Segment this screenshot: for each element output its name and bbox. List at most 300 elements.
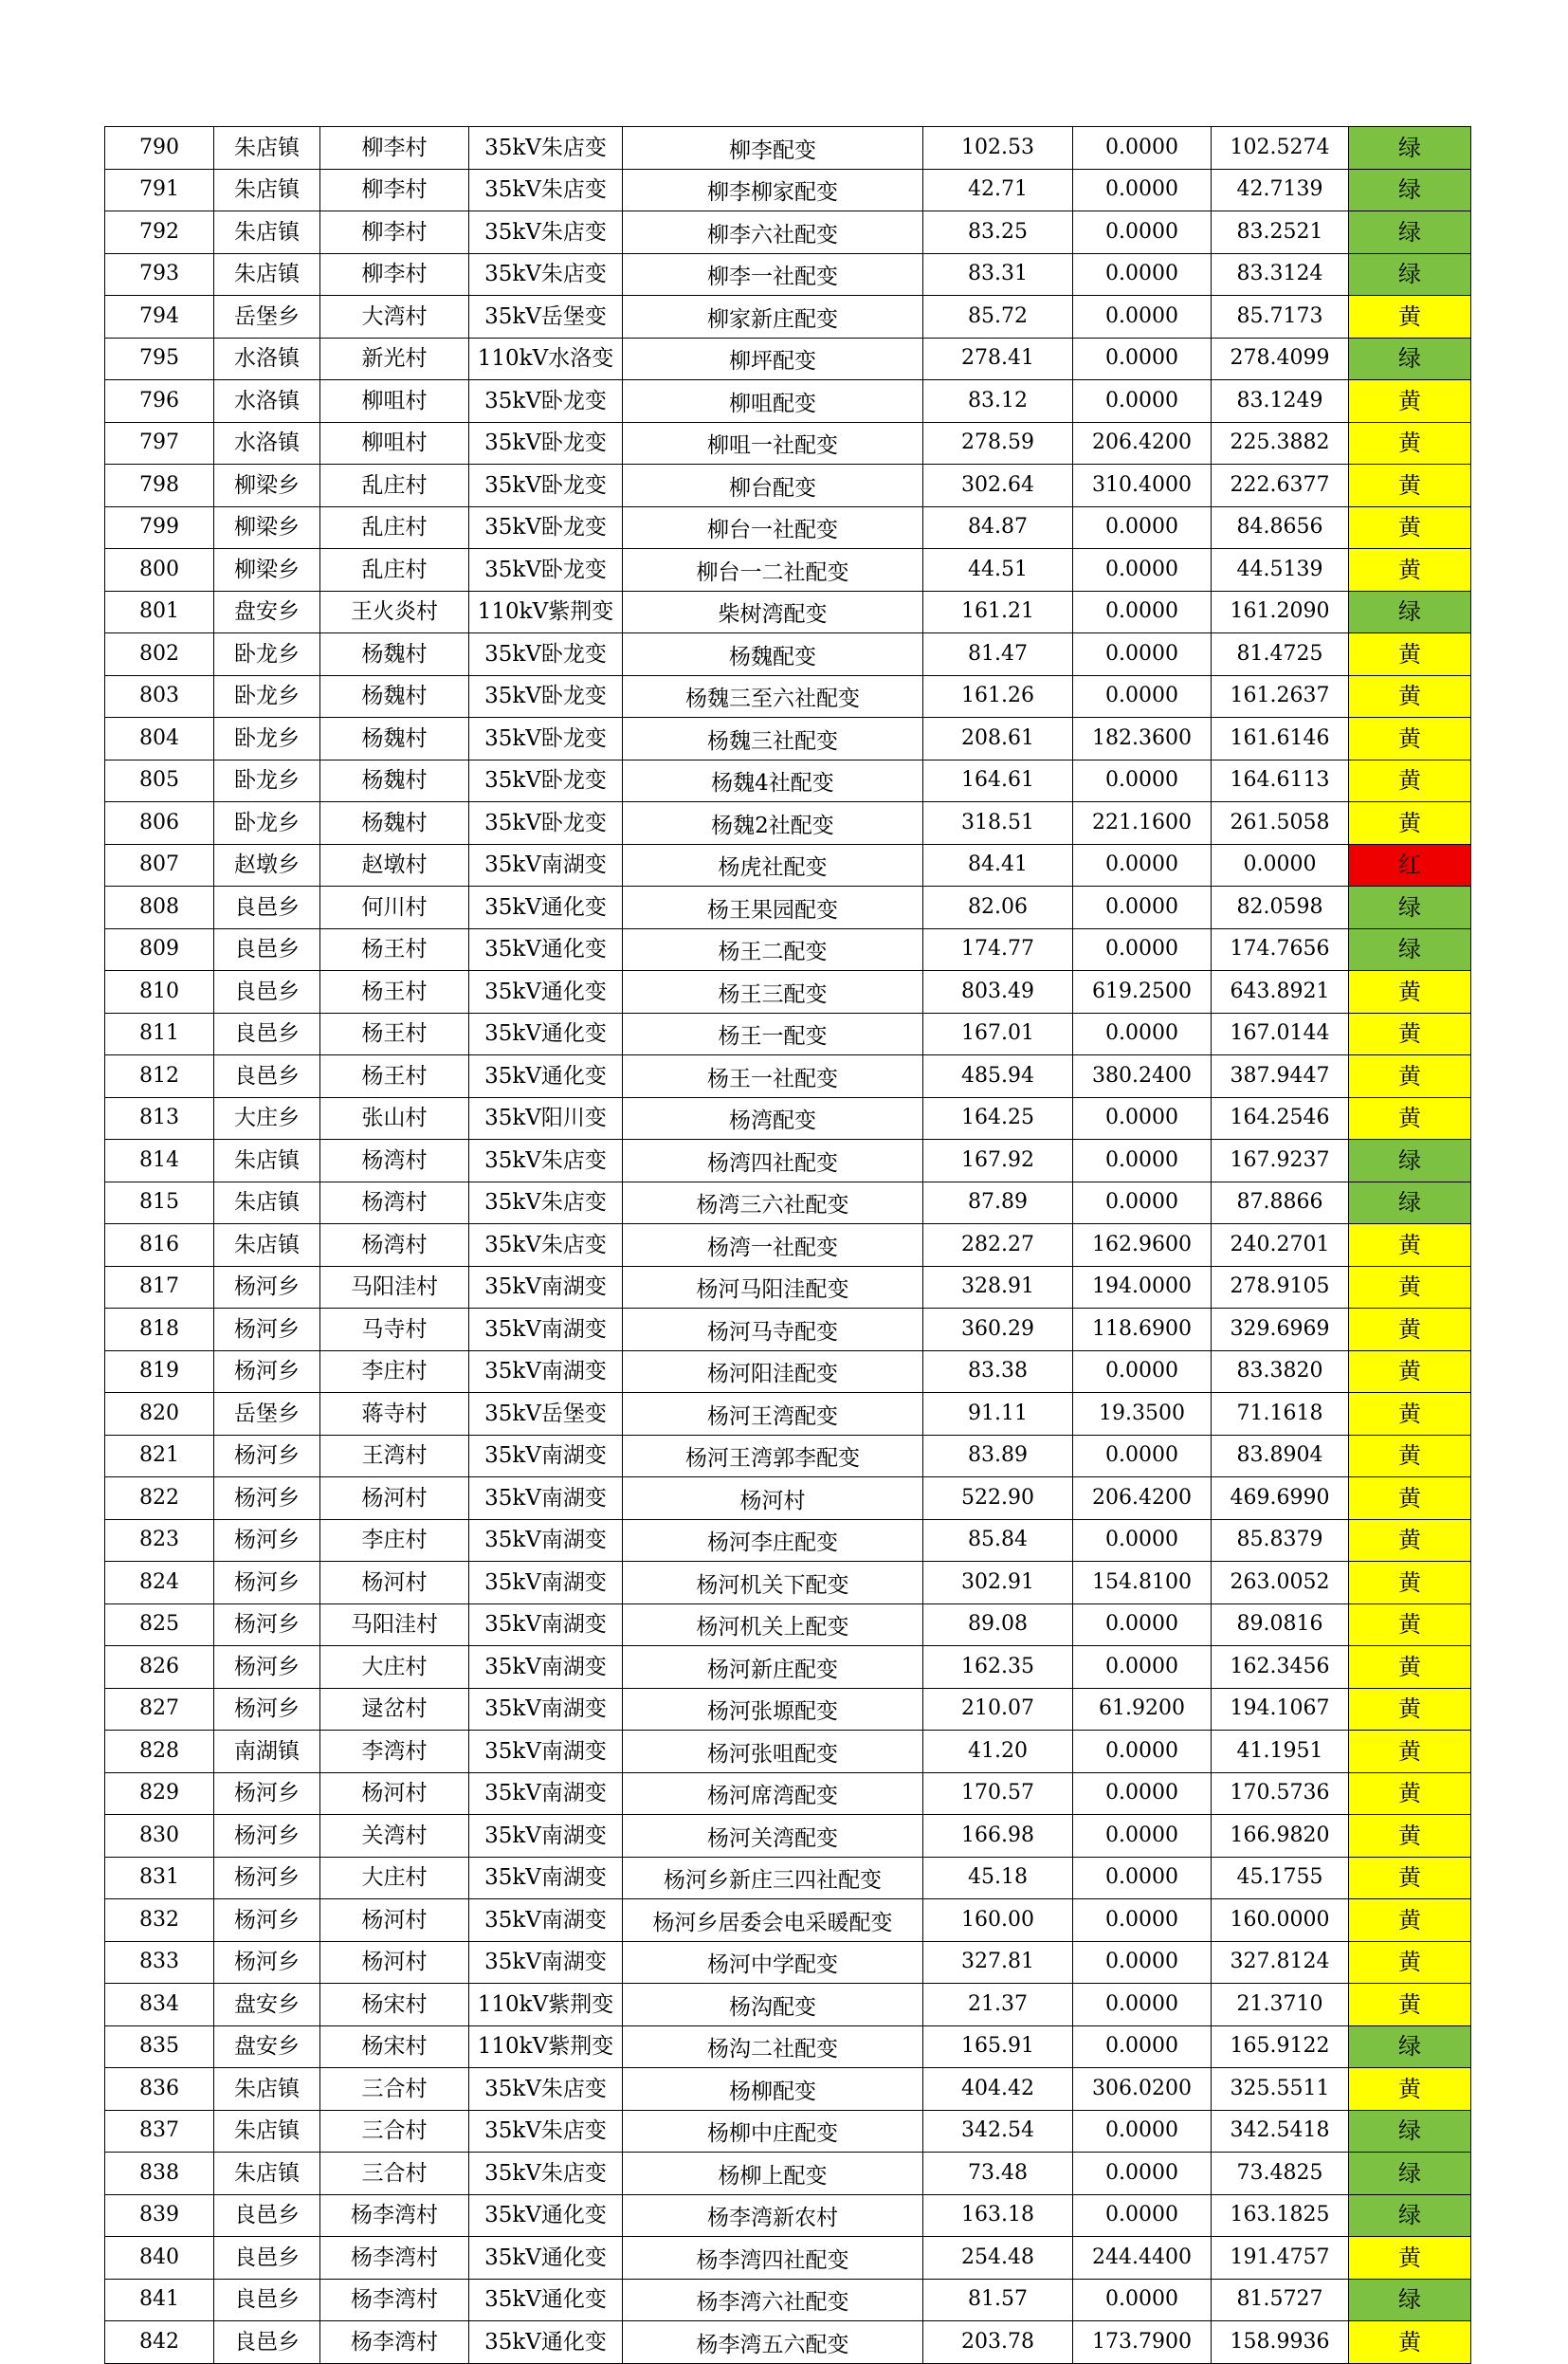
value3-cell: 164.2546: [1212, 1097, 1349, 1140]
value3-cell: 45.1755: [1212, 1857, 1349, 1899]
table-row: [105, 1941, 1471, 1984]
town-cell: 水洛镇: [214, 380, 320, 423]
value3-cell: 0.0000: [1212, 844, 1349, 887]
village-cell: 柳李村: [320, 211, 469, 254]
value1-cell: 81.57: [923, 2279, 1073, 2321]
value1-cell: 85.84: [923, 1519, 1073, 1562]
transformer-cell: 杨柳中庄配变: [623, 2110, 923, 2153]
town-cell: 朱店镇: [214, 211, 320, 254]
value1-cell: 164.61: [923, 760, 1073, 802]
village-cell: 王火炎村: [320, 591, 469, 633]
table-row: [105, 127, 1471, 170]
value3-cell: 83.1249: [1212, 380, 1349, 423]
row-number-cell: 810: [105, 971, 214, 1014]
substation-cell: 35kV南湖变: [469, 1646, 623, 1689]
value1-cell: 83.38: [923, 1350, 1073, 1393]
status-cell: 黄: [1349, 1477, 1471, 1520]
substation-cell: 110kV水洛变: [469, 338, 623, 380]
status-cell: 黄: [1349, 1350, 1471, 1393]
table-row: [105, 380, 1471, 423]
value3-cell: 81.5727: [1212, 2279, 1349, 2321]
town-cell: 杨河乡: [214, 1688, 320, 1731]
village-cell: 杨魏村: [320, 633, 469, 676]
value1-cell: 278.41: [923, 338, 1073, 380]
village-cell: 张山村: [320, 1097, 469, 1140]
transformer-cell: 柳李六社配变: [623, 211, 923, 254]
table-row: [105, 422, 1471, 465]
town-cell: 杨河乡: [214, 1266, 320, 1309]
value3-cell: 163.1825: [1212, 2194, 1349, 2237]
transformer-cell: 柳李柳家配变: [623, 169, 923, 211]
value2-cell: 0.0000: [1073, 1097, 1212, 1140]
value1-cell: 167.01: [923, 1013, 1073, 1055]
status-cell: 黄: [1349, 1815, 1471, 1858]
row-number-cell: 816: [105, 1224, 214, 1267]
value3-cell: 160.0000: [1212, 1899, 1349, 1942]
substation-cell: 35kV通化变: [469, 971, 623, 1014]
row-number-cell: 836: [105, 2068, 214, 2111]
table-row: [105, 211, 1471, 254]
value2-cell: 0.0000: [1073, 253, 1212, 296]
table-row: [105, 506, 1471, 549]
substation-cell: 35kV南湖变: [469, 1350, 623, 1393]
transformer-cell: 杨王一配变: [623, 1013, 923, 1055]
transformer-cell: 杨河王湾郭李配变: [623, 1435, 923, 1477]
village-cell: 杨湾村: [320, 1140, 469, 1182]
value2-cell: 182.3600: [1073, 718, 1212, 761]
row-number-cell: 835: [105, 2025, 214, 2068]
town-cell: 朱店镇: [214, 1140, 320, 1182]
table-row: [105, 844, 1471, 887]
village-cell: 杨李湾村: [320, 2321, 469, 2364]
substation-cell: 35kV南湖变: [469, 1435, 623, 1477]
value1-cell: 254.48: [923, 2237, 1073, 2280]
table-row: [105, 2025, 1471, 2068]
town-cell: 朱店镇: [214, 169, 320, 211]
row-number-cell: 812: [105, 1055, 214, 1098]
transformer-cell: 杨沟配变: [623, 1984, 923, 2026]
value3-cell: 170.5736: [1212, 1772, 1349, 1815]
value1-cell: 803.49: [923, 971, 1073, 1014]
table-row: [105, 591, 1471, 633]
row-number-cell: 832: [105, 1899, 214, 1942]
value3-cell: 161.2090: [1212, 591, 1349, 633]
transformer-cell: 杨河席湾配变: [623, 1772, 923, 1815]
transformer-cell: 杨河关湾配变: [623, 1815, 923, 1858]
substation-cell: 35kV朱店变: [469, 127, 623, 170]
status-cell: 绿: [1349, 2194, 1471, 2237]
status-cell: 绿: [1349, 1140, 1471, 1182]
town-cell: 柳梁乡: [214, 549, 320, 592]
value1-cell: 167.92: [923, 1140, 1073, 1182]
value3-cell: 89.0816: [1212, 1603, 1349, 1646]
substation-cell: 35kV卧龙变: [469, 380, 623, 423]
village-cell: 杨河村: [320, 1941, 469, 1984]
table-row: [105, 253, 1471, 296]
value1-cell: 327.81: [923, 1941, 1073, 1984]
row-number-cell: 834: [105, 1984, 214, 2026]
value1-cell: 85.72: [923, 296, 1073, 339]
town-cell: 水洛镇: [214, 338, 320, 380]
data-table: [104, 126, 1471, 2364]
row-number-cell: 800: [105, 549, 214, 592]
town-cell: 杨河乡: [214, 1899, 320, 1942]
table-row: [105, 1899, 1471, 1942]
value3-cell: 73.4825: [1212, 2153, 1349, 2195]
village-cell: 杨王村: [320, 1055, 469, 1098]
table-row: [105, 465, 1471, 507]
table-row: [105, 1350, 1471, 1393]
substation-cell: 35kV朱店变: [469, 2153, 623, 2195]
row-number-cell: 790: [105, 127, 214, 170]
value2-cell: 0.0000: [1073, 1731, 1212, 1773]
status-cell: 红: [1349, 844, 1471, 887]
status-cell: 黄: [1349, 549, 1471, 592]
row-number-cell: 811: [105, 1013, 214, 1055]
transformer-cell: 杨魏4社配变: [623, 760, 923, 802]
village-cell: 赵墩村: [320, 844, 469, 887]
village-cell: 蒋寺村: [320, 1393, 469, 1436]
town-cell: 朱店镇: [214, 2153, 320, 2195]
value3-cell: 166.9820: [1212, 1815, 1349, 1858]
value1-cell: 162.35: [923, 1646, 1073, 1689]
value3-cell: 643.8921: [1212, 971, 1349, 1014]
town-cell: 柳梁乡: [214, 506, 320, 549]
substation-cell: 35kV通化变: [469, 2321, 623, 2364]
value3-cell: 225.3882: [1212, 422, 1349, 465]
value1-cell: 42.71: [923, 169, 1073, 211]
village-cell: 三合村: [320, 2153, 469, 2195]
transformer-cell: 杨魏三至六社配变: [623, 675, 923, 718]
row-number-cell: 808: [105, 887, 214, 929]
substation-cell: 35kV通化变: [469, 887, 623, 929]
transformer-cell: 杨河张咀配变: [623, 1731, 923, 1773]
table-row: [105, 887, 1471, 929]
value1-cell: 83.89: [923, 1435, 1073, 1477]
village-cell: 大湾村: [320, 296, 469, 339]
village-cell: 大庄村: [320, 1857, 469, 1899]
town-cell: 杨河乡: [214, 1646, 320, 1689]
status-cell: 黄: [1349, 296, 1471, 339]
value1-cell: 83.12: [923, 380, 1073, 423]
town-cell: 良邑乡: [214, 1055, 320, 1098]
value1-cell: 161.26: [923, 675, 1073, 718]
village-cell: 杨魏村: [320, 760, 469, 802]
substation-cell: 35kV朱店变: [469, 211, 623, 254]
town-cell: 朱店镇: [214, 1182, 320, 1224]
row-number-cell: 806: [105, 802, 214, 845]
value2-cell: 173.7900: [1073, 2321, 1212, 2364]
value1-cell: 83.31: [923, 253, 1073, 296]
value1-cell: 318.51: [923, 802, 1073, 845]
substation-cell: 35kV通化变: [469, 1013, 623, 1055]
row-number-cell: 798: [105, 465, 214, 507]
town-cell: 卧龙乡: [214, 675, 320, 718]
value3-cell: 278.4099: [1212, 338, 1349, 380]
value1-cell: 485.94: [923, 1055, 1073, 1098]
status-cell: 绿: [1349, 1182, 1471, 1224]
village-cell: 马寺村: [320, 1309, 469, 1351]
table-row: [105, 928, 1471, 971]
transformer-cell: 杨魏2社配变: [623, 802, 923, 845]
table-row: [105, 2279, 1471, 2321]
value3-cell: 174.7656: [1212, 928, 1349, 971]
value2-cell: 619.2500: [1073, 971, 1212, 1014]
value2-cell: 0.0000: [1073, 760, 1212, 802]
village-cell: 杨河村: [320, 1899, 469, 1942]
table-row: [105, 1688, 1471, 1731]
status-cell: 绿: [1349, 2279, 1471, 2321]
substation-cell: 35kV朱店变: [469, 1224, 623, 1267]
row-number-cell: 841: [105, 2279, 214, 2321]
value2-cell: 0.0000: [1073, 1013, 1212, 1055]
village-cell: 杨李湾村: [320, 2237, 469, 2280]
status-cell: 绿: [1349, 338, 1471, 380]
substation-cell: 110kV紫荆变: [469, 2025, 623, 2068]
substation-cell: 35kV朱店变: [469, 253, 623, 296]
transformer-cell: 杨李湾五六配变: [623, 2321, 923, 2364]
row-number-cell: 828: [105, 1731, 214, 1773]
town-cell: 朱店镇: [214, 1224, 320, 1267]
transformer-cell: 杨李湾六社配变: [623, 2279, 923, 2321]
substation-cell: 35kV南湖变: [469, 1266, 623, 1309]
transformer-cell: 杨河村: [623, 1477, 923, 1520]
transformer-cell: 杨王一社配变: [623, 1055, 923, 1098]
transformer-cell: 杨河乡居委会电采暖配变: [623, 1899, 923, 1942]
town-cell: 朱店镇: [214, 127, 320, 170]
town-cell: 杨河乡: [214, 1350, 320, 1393]
value3-cell: 21.3710: [1212, 1984, 1349, 2026]
town-cell: 良邑乡: [214, 2321, 320, 2364]
value2-cell: 0.0000: [1073, 1772, 1212, 1815]
value3-cell: 327.8124: [1212, 1941, 1349, 1984]
value2-cell: 0.0000: [1073, 1984, 1212, 2026]
value1-cell: 161.21: [923, 591, 1073, 633]
table-row: [105, 2153, 1471, 2195]
status-cell: 黄: [1349, 1772, 1471, 1815]
status-cell: 黄: [1349, 2321, 1471, 2364]
status-cell: 黄: [1349, 1731, 1471, 1773]
value2-cell: 0.0000: [1073, 591, 1212, 633]
substation-cell: 35kV通化变: [469, 2237, 623, 2280]
value3-cell: 325.5511: [1212, 2068, 1349, 2111]
town-cell: 卧龙乡: [214, 718, 320, 761]
row-number-cell: 818: [105, 1309, 214, 1351]
town-cell: 杨河乡: [214, 1941, 320, 1984]
value3-cell: 71.1618: [1212, 1393, 1349, 1436]
row-number-cell: 823: [105, 1519, 214, 1562]
value1-cell: 87.89: [923, 1182, 1073, 1224]
town-cell: 良邑乡: [214, 2279, 320, 2321]
substation-cell: 35kV卧龙变: [469, 718, 623, 761]
village-cell: 马阳洼村: [320, 1603, 469, 1646]
transformer-cell: 柳李一社配变: [623, 253, 923, 296]
value1-cell: 73.48: [923, 2153, 1073, 2195]
value1-cell: 210.07: [923, 1688, 1073, 1731]
value3-cell: 83.2521: [1212, 211, 1349, 254]
status-cell: 黄: [1349, 802, 1471, 845]
row-number-cell: 804: [105, 718, 214, 761]
value3-cell: 162.3456: [1212, 1646, 1349, 1689]
value2-cell: 194.0000: [1073, 1266, 1212, 1309]
table-row: [105, 1224, 1471, 1267]
substation-cell: 35kV卧龙变: [469, 506, 623, 549]
substation-cell: 35kV卧龙变: [469, 465, 623, 507]
town-cell: 岳堡乡: [214, 1393, 320, 1436]
transformer-cell: 杨湾四社配变: [623, 1140, 923, 1182]
status-cell: 黄: [1349, 1688, 1471, 1731]
status-cell: 绿: [1349, 211, 1471, 254]
row-number-cell: 838: [105, 2153, 214, 2195]
table-row: [105, 1519, 1471, 1562]
value2-cell: 0.0000: [1073, 506, 1212, 549]
status-cell: 黄: [1349, 1309, 1471, 1351]
village-cell: 柳李村: [320, 253, 469, 296]
row-number-cell: 813: [105, 1097, 214, 1140]
town-cell: 良邑乡: [214, 928, 320, 971]
table-row: [105, 1857, 1471, 1899]
town-cell: 杨河乡: [214, 1519, 320, 1562]
value1-cell: 302.64: [923, 465, 1073, 507]
value1-cell: 203.78: [923, 2321, 1073, 2364]
town-cell: 杨河乡: [214, 1477, 320, 1520]
transformer-cell: 杨柳配变: [623, 2068, 923, 2111]
value1-cell: 82.06: [923, 887, 1073, 929]
status-cell: 黄: [1349, 1013, 1471, 1055]
town-cell: 良邑乡: [214, 1013, 320, 1055]
row-number-cell: 827: [105, 1688, 214, 1731]
village-cell: 王湾村: [320, 1435, 469, 1477]
transformer-cell: 柳台一社配变: [623, 506, 923, 549]
value3-cell: 469.6990: [1212, 1477, 1349, 1520]
status-cell: 黄: [1349, 1519, 1471, 1562]
village-cell: 杨王村: [320, 971, 469, 1014]
town-cell: 杨河乡: [214, 1772, 320, 1815]
status-cell: 黄: [1349, 1857, 1471, 1899]
status-cell: 绿: [1349, 928, 1471, 971]
row-number-cell: 829: [105, 1772, 214, 1815]
transformer-cell: 杨河乡新庄三四社配变: [623, 1857, 923, 1899]
status-cell: 黄: [1349, 675, 1471, 718]
transformer-cell: 杨王二配变: [623, 928, 923, 971]
status-cell: 黄: [1349, 1562, 1471, 1604]
table-row: [105, 549, 1471, 592]
value1-cell: 41.20: [923, 1731, 1073, 1773]
row-number-cell: 802: [105, 633, 214, 676]
row-number-cell: 821: [105, 1435, 214, 1477]
value3-cell: 158.9936: [1212, 2321, 1349, 2364]
status-cell: 黄: [1349, 2237, 1471, 2280]
value3-cell: 222.6377: [1212, 465, 1349, 507]
value1-cell: 164.25: [923, 1097, 1073, 1140]
status-cell: 绿: [1349, 887, 1471, 929]
row-number-cell: 839: [105, 2194, 214, 2237]
row-number-cell: 825: [105, 1603, 214, 1646]
row-number-cell: 833: [105, 1941, 214, 1984]
row-number-cell: 797: [105, 422, 214, 465]
row-number-cell: 826: [105, 1646, 214, 1689]
value1-cell: 166.98: [923, 1815, 1073, 1858]
value1-cell: 83.25: [923, 211, 1073, 254]
substation-cell: 35kV南湖变: [469, 1477, 623, 1520]
value1-cell: 282.27: [923, 1224, 1073, 1267]
row-number-cell: 796: [105, 380, 214, 423]
value1-cell: 342.54: [923, 2110, 1073, 2153]
town-cell: 杨河乡: [214, 1309, 320, 1351]
town-cell: 卧龙乡: [214, 802, 320, 845]
value2-cell: 0.0000: [1073, 549, 1212, 592]
substation-cell: 35kV南湖变: [469, 1899, 623, 1942]
table-row: [105, 1477, 1471, 1520]
value3-cell: 83.3124: [1212, 253, 1349, 296]
transformer-cell: 杨河中学配变: [623, 1941, 923, 1984]
value3-cell: 194.1067: [1212, 1688, 1349, 1731]
value1-cell: 208.61: [923, 718, 1073, 761]
substation-cell: 35kV南湖变: [469, 844, 623, 887]
row-number-cell: 795: [105, 338, 214, 380]
row-number-cell: 815: [105, 1182, 214, 1224]
village-cell: 杨王村: [320, 928, 469, 971]
value2-cell: 0.0000: [1073, 844, 1212, 887]
table-row: [105, 1097, 1471, 1140]
value3-cell: 240.2701: [1212, 1224, 1349, 1267]
value3-cell: 165.9122: [1212, 2025, 1349, 2068]
village-cell: 杨宋村: [320, 2025, 469, 2068]
value1-cell: 170.57: [923, 1772, 1073, 1815]
substation-cell: 35kV通化变: [469, 928, 623, 971]
value2-cell: 0.0000: [1073, 928, 1212, 971]
value2-cell: 0.0000: [1073, 1140, 1212, 1182]
row-number-cell: 793: [105, 253, 214, 296]
village-cell: 杨王村: [320, 1013, 469, 1055]
substation-cell: 35kV朱店变: [469, 1140, 623, 1182]
status-cell: 黄: [1349, 1941, 1471, 1984]
value3-cell: 41.1951: [1212, 1731, 1349, 1773]
transformer-cell: 杨河李庄配变: [623, 1519, 923, 1562]
value1-cell: 91.11: [923, 1393, 1073, 1436]
value2-cell: 0.0000: [1073, 1646, 1212, 1689]
village-cell: 柳李村: [320, 169, 469, 211]
substation-cell: 35kV阳川变: [469, 1097, 623, 1140]
value2-cell: 0.0000: [1073, 887, 1212, 929]
row-number-cell: 840: [105, 2237, 214, 2280]
value2-cell: 0.0000: [1073, 1603, 1212, 1646]
substation-cell: 35kV通化变: [469, 2194, 623, 2237]
village-cell: 杨魏村: [320, 675, 469, 718]
value2-cell: 244.4400: [1073, 2237, 1212, 2280]
substation-cell: 35kV南湖变: [469, 1857, 623, 1899]
town-cell: 卧龙乡: [214, 760, 320, 802]
value1-cell: 278.59: [923, 422, 1073, 465]
value2-cell: 0.0000: [1073, 380, 1212, 423]
table-row: [105, 1055, 1471, 1098]
transformer-cell: 杨河马寺配变: [623, 1309, 923, 1351]
substation-cell: 35kV朱店变: [469, 2110, 623, 2153]
town-cell: 盘安乡: [214, 2025, 320, 2068]
status-cell: 绿: [1349, 253, 1471, 296]
row-number-cell: 842: [105, 2321, 214, 2364]
transformer-cell: 杨虎社配变: [623, 844, 923, 887]
value2-cell: 0.0000: [1073, 1182, 1212, 1224]
value1-cell: 522.90: [923, 1477, 1073, 1520]
substation-cell: 35kV南湖变: [469, 1815, 623, 1858]
town-cell: 赵墩乡: [214, 844, 320, 887]
value1-cell: 302.91: [923, 1562, 1073, 1604]
substation-cell: 35kV朱店变: [469, 169, 623, 211]
village-cell: 柳李村: [320, 127, 469, 170]
value3-cell: 83.3820: [1212, 1350, 1349, 1393]
substation-cell: 35kV南湖变: [469, 1941, 623, 1984]
